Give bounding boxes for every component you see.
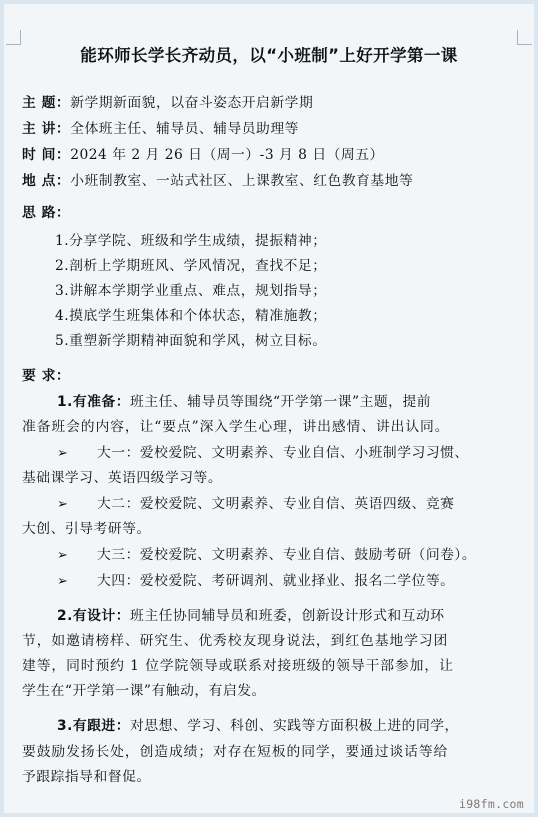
requirements-heading: 要 求： (22, 368, 71, 384)
ideas-heading: 思 路： (22, 205, 71, 221)
idea-item: 3.讲解本学期学业重点、难点，规划指导； (55, 283, 327, 299)
bullet-text: 大三：爱校爱院、文明素养、专业自信、鼓励考研（问卷）。 (97, 547, 477, 563)
prep-label: 1.有准备： (57, 394, 131, 410)
bullet-dayi (57, 441, 469, 461)
idea-item: 5.重塑新学期精神面貌和学风，树立目标。 (55, 333, 327, 349)
design-text-line: 节，如邀请榜样、研究生、优秀校友现身说法，到红色基地学习团 (22, 633, 449, 649)
follow-text: 对思想、学习、科创、实践等方面积极上进的同学， (130, 718, 459, 734)
prep-paragraph-line (57, 390, 431, 410)
theme-label: 主 题： (22, 95, 71, 111)
follow-text-line: 予跟踪指导和督促。 (22, 769, 151, 785)
speaker-label: 主 讲： (22, 121, 71, 137)
design-label: 2.有设计： (57, 608, 131, 624)
bullet-dayi-cont: 基础课学习、英语四级学习等。 (22, 470, 223, 486)
prep-text-line: 准备班会的内容，让“要点”深入学生心理，讲出感情、讲出认同。 (22, 419, 450, 435)
bullet-daer-cont: 大创、引导考研等。 (22, 521, 151, 537)
idea-item: 2.剖析上学期班风、学风情况，查找不足； (55, 258, 327, 274)
speaker-line (22, 117, 299, 137)
follow-text-line: 要鼓励发扬长处，创造成绩；对存在短板的同学，要通过谈话等给 (22, 744, 449, 760)
idea-item: 1.分享学院、班级和学生成绩，提振精神； (55, 233, 327, 249)
document-title: 能环师长学长齐动员，以“小班制”上好开学第一课 (80, 46, 458, 65)
design-text: 班主任协同辅导员和班委，创新设计形式和互动环 (130, 608, 445, 624)
time-line (22, 143, 384, 163)
prep-text: 班主任、辅导员等围绕“开学第一课”主题，提前 (130, 394, 432, 410)
arrow-bullet-icon: ➢ (57, 548, 69, 563)
design-text-line: 学生在“开学第一课”有触动，有启发。 (22, 683, 266, 699)
site-watermark: i98fm.com (458, 797, 524, 811)
time-value: 2024 年 2 月 26 日（周一）-3 月 8 日（周五） (70, 147, 384, 163)
bullet-text: 大一：爱校爱院、文明素养、专业自信、小班制学习习惯、 (97, 445, 469, 461)
follow-label: 3.有跟进： (57, 718, 131, 734)
idea-item: 4.摸底学生班集体和个体状态，精准施教； (55, 308, 327, 324)
bullet-dasi (57, 569, 454, 589)
theme-line (22, 91, 313, 111)
bullet-text: 大四：爱校爱院、考研调剂、就业择业、报名二学位等。 (97, 573, 455, 589)
bullet-text: 大二：爱校爱院、文明素养、专业自信、英语四级、竞赛 (97, 496, 455, 512)
bullet-dasan (57, 543, 476, 563)
theme-value: 新学期新面貌，以奋斗姿态开启新学期 (70, 95, 314, 111)
design-text-line: 建等，同时预约 1 位学院领导或联系对接班级的领导干部参加，让 (22, 658, 454, 674)
bullet-daer (57, 492, 454, 512)
arrow-bullet-icon: ➢ (57, 574, 69, 589)
arrow-bullet-icon: ➢ (57, 446, 69, 461)
time-label: 时 间： (22, 147, 71, 163)
speaker-value: 全体班主任、辅导员、辅导员助理等 (70, 121, 299, 137)
place-line (22, 169, 413, 189)
design-paragraph-line (57, 604, 445, 624)
arrow-bullet-icon: ➢ (57, 497, 69, 512)
place-label: 地 点： (22, 173, 71, 189)
place-value: 小班制教室、一站式社区、上课教室、红色教育基地等 (70, 173, 414, 189)
follow-paragraph-line (57, 714, 459, 734)
